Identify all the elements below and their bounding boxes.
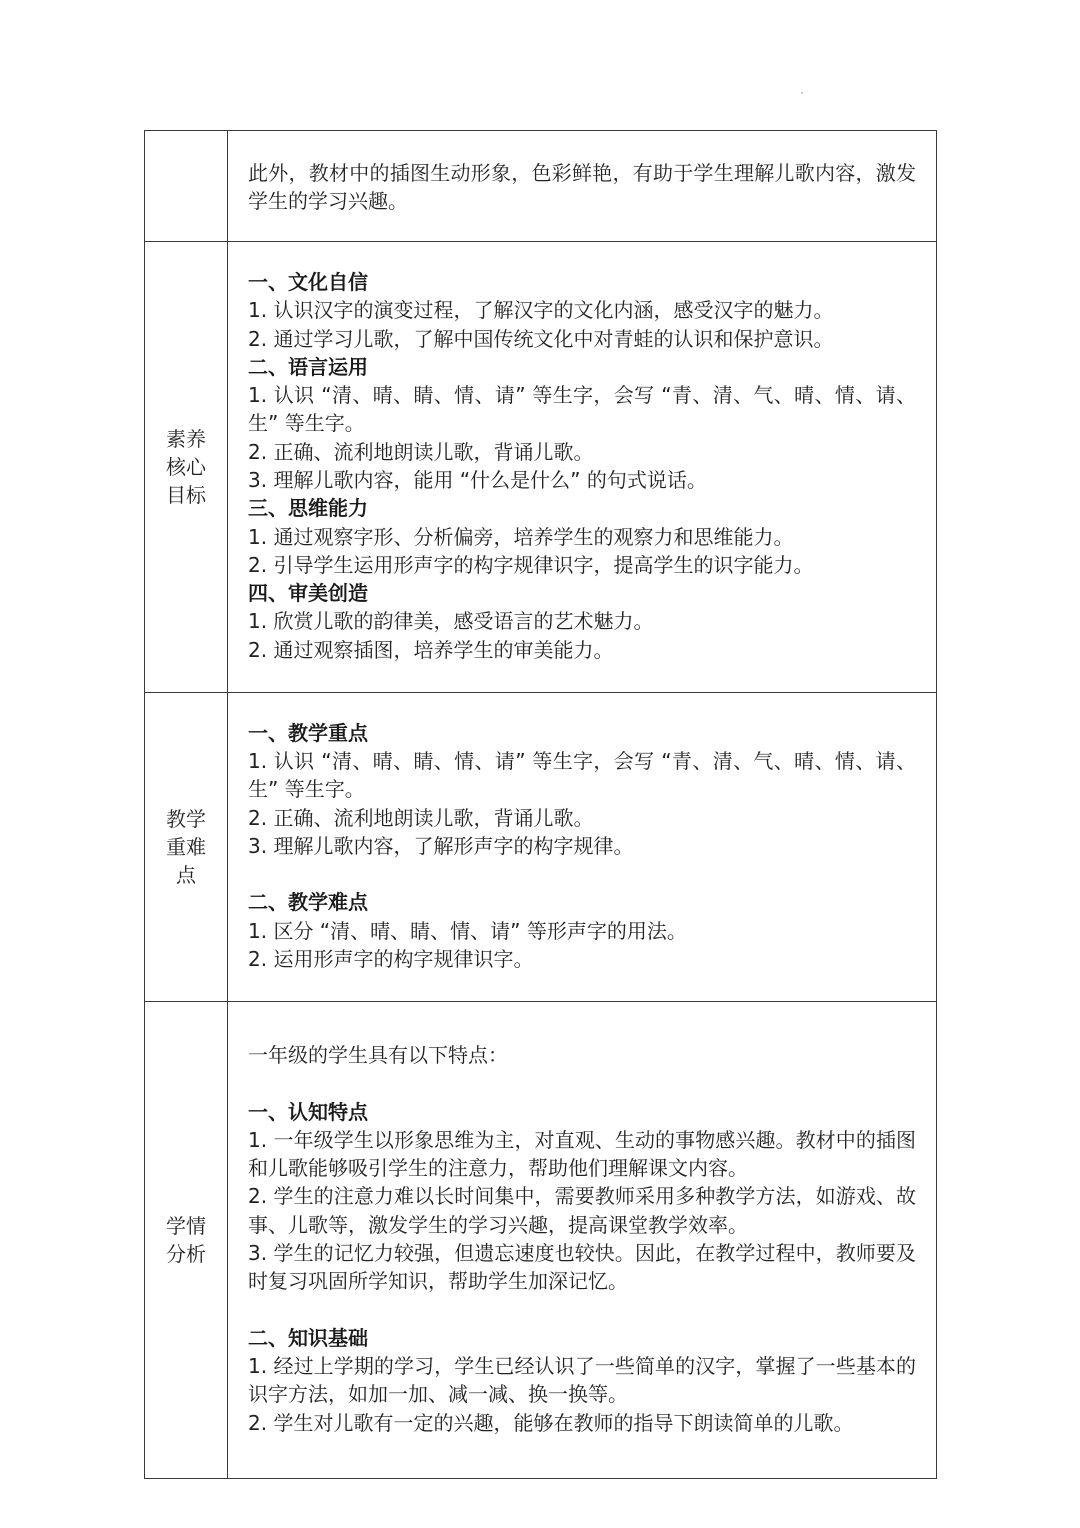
section-heading: 四、审美创造 (248, 581, 368, 606)
content-line: 此外，教材中的插图生动形象，色彩鲜艳，有助于学生理解儿歌内容，激发学生的学习兴趣。 (248, 160, 916, 213)
blank-line (248, 1296, 916, 1324)
row-content-materials (228, 131, 937, 242)
row-label-key-difficult-points (145, 693, 228, 1002)
core-goals-label: 素养核心目标 (166, 427, 206, 507)
blank-line (248, 860, 916, 888)
content-line: 1. 认识 “清、晴、睛、情、请” 等生字，会写 “青、清、气、晴、情、请、生” 等生字。 (248, 383, 916, 436)
row-content-key-difficult-points (228, 693, 937, 1002)
content-line: 1. 认识汉字的演变过程，了解汉字的文化内涵，感受汉字的魅力。 (248, 298, 834, 323)
row-content-student-analysis (228, 1002, 937, 1479)
row-label-student-analysis (145, 1002, 228, 1479)
row-label-core-goals (145, 242, 228, 693)
table-row-materials (145, 131, 937, 242)
table-row-student-analysis (145, 1002, 937, 1479)
section-heading: 一、教学重点 (248, 720, 368, 745)
blank-line (248, 1069, 916, 1097)
content-line: 1. 通过观察字形、分析偏旁，培养学生的观察力和思维能力。 (248, 524, 794, 549)
section-heading: 二、知识基础 (248, 1325, 368, 1350)
content-line: 2. 正确、流利地朗读儿歌，背诵儿歌。 (248, 805, 594, 830)
content-line: 2. 通过观察插图，培养学生的审美能力。 (248, 637, 614, 662)
row-label-empty (145, 131, 228, 242)
content-line: 2. 学生的注意力难以长时间集中，需要教师采用多种教学方法，如游戏、故事、儿歌等，激发学生的学习兴趣，提高课堂教学效率。 (248, 1184, 916, 1237)
lesson-plan-table (144, 130, 937, 1479)
table-row-core-goals (145, 242, 937, 693)
content-line: 2. 通过学习儿歌，了解中国传统文化中对青蛙的认识和保护意识。 (248, 326, 834, 351)
student-analysis-label: 学情分析 (166, 1214, 206, 1266)
content-line: 3. 学生的记忆力较强，但遗忘速度也较快。因此，在教学过程中，教师要及时复习巩固所学知识，帮助学生加深记忆。 (248, 1241, 916, 1294)
content-line: 1. 欣赏儿歌的韵律美，感受语言的艺术魅力。 (248, 609, 654, 634)
content-line: 2. 学生对儿歌有一定的兴趣，能够在教师的指导下朗读简单的儿歌。 (248, 1410, 854, 1435)
content-line: 1. 一年级学生以形象思维为主，对直观、生动的事物感兴趣。教材中的插图和儿歌能够吸引学生的注意力，帮助他们理解课文内容。 (248, 1127, 916, 1181)
section-heading: 二、语言运用 (248, 354, 368, 379)
content-line: 2. 引导学生运用形声字的构字规律识字，提高学生的识字能力。 (248, 552, 814, 577)
row-content-core-goals (228, 242, 937, 693)
content-line: 3. 理解儿歌内容，了解形声字的构字规律。 (248, 833, 634, 858)
content-line: 3. 理解儿歌内容，能用 “什么是什么” 的句式说话。 (248, 468, 707, 492)
section-heading: 一、文化自信 (248, 269, 368, 294)
content-line: 2. 正确、流利地朗读儿歌，背诵儿歌。 (248, 439, 594, 464)
content-line: 1. 认识 “清、晴、睛、情、请” 等生字，会写 “青、清、气、晴、情、请、生” 等生字。 (248, 748, 916, 802)
content-line: 1. 经过上学期的学习，学生已经认识了一些简单的汉字，掌握了一些基本的识字方法，如加一加、减一减、换一换等。 (248, 1354, 916, 1407)
section-heading: 二、教学难点 (248, 890, 368, 915)
table-row-key-difficult-points (145, 693, 937, 1002)
content-line: 2. 运用形声字的构字规律识字。 (248, 947, 534, 972)
content-line: 一年级的学生具有以下特点： (248, 1042, 508, 1067)
section-heading: 一、认知特点 (248, 1099, 368, 1124)
scan-speck (801, 92, 803, 94)
key-difficult-points-label: 教学重难点 (166, 807, 206, 887)
section-heading: 三、思维能力 (248, 496, 368, 521)
content-line: 1. 区分 “清、晴、睛、情、请” 等形声字的用法。 (248, 918, 687, 943)
